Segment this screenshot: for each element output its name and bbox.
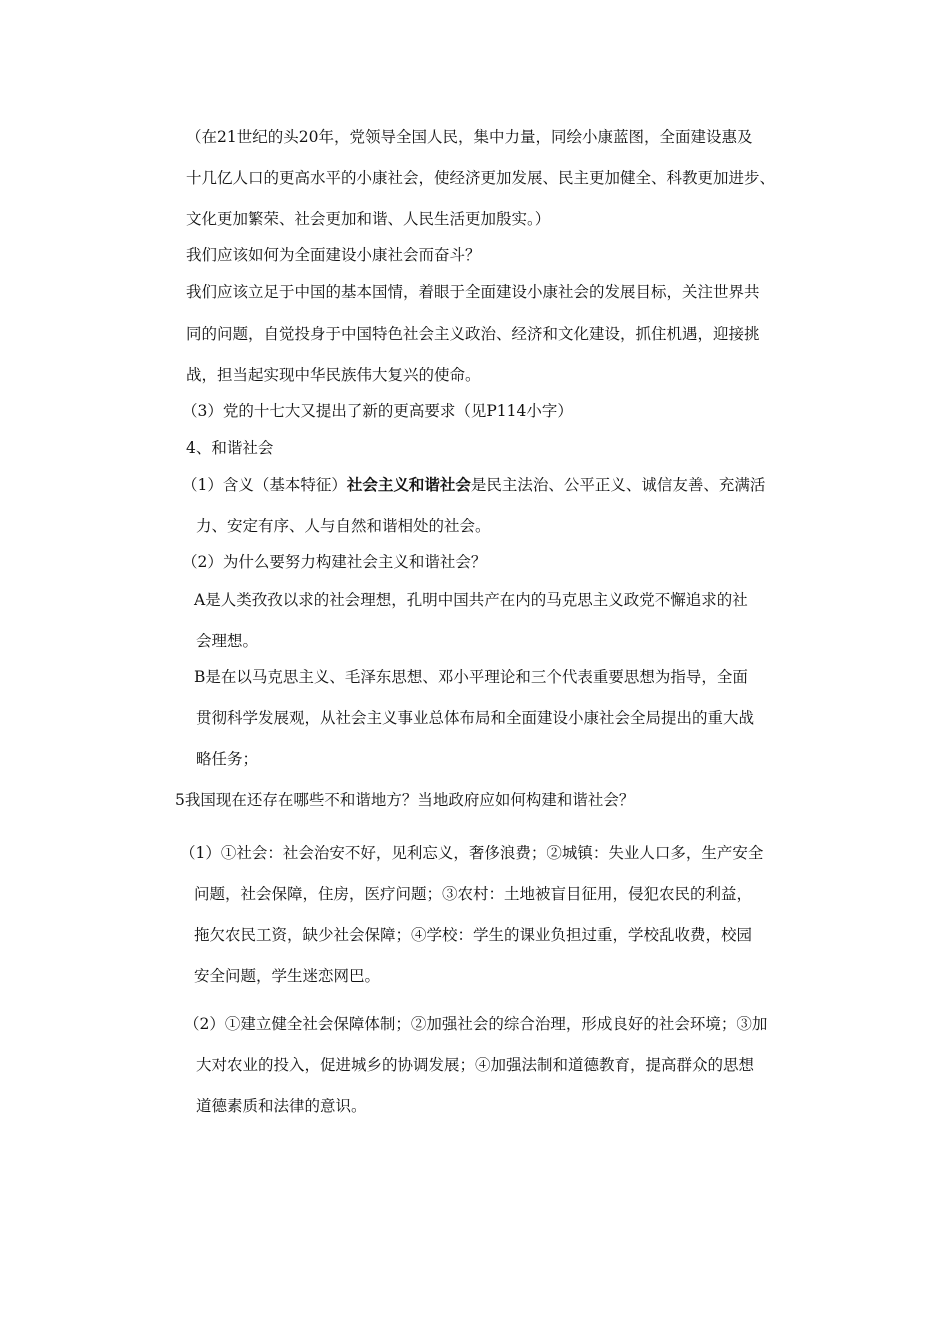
paragraph-line: 文化更加繁荣、社会更加和谐、人民生活更加殷实。） <box>186 210 551 228</box>
definition-text: 是民主法治、公平正义、诚信友善、充满活 <box>470 476 766 494</box>
paragraph-line: 会理想。 <box>196 632 259 650</box>
list-item: （1）①社会：社会治安不好，见利忘义，奢侈浪费；②城镇：失业人口多，生产安全 <box>180 844 764 862</box>
definition-line <box>182 475 765 495</box>
paragraph-line: 安全问题，学生迷恋网巴。 <box>194 967 381 985</box>
list-item: （2）为什么要努力构建社会主义和谐社会？ <box>182 553 487 571</box>
paragraph-line: 战，担当起实现中华民族伟大复兴的使命。 <box>186 366 481 384</box>
section-heading: 5我国现在还存在哪些不和谐地方？当地政府应如何构建和谐社会？ <box>175 791 635 809</box>
paragraph-line: 贯彻科学发展观，从社会主义事业总体布局和全面建设小康社会全局提出的重大战 <box>196 709 755 727</box>
paragraph-line: 拖欠农民工资，缺少社会保障；④学校：学生的课业负担过重，学校乱收费，校园 <box>194 926 753 944</box>
paragraph-line: 力、安定有序、人与自然和谐相处的社会。 <box>196 517 491 535</box>
paragraph-line: 问题，社会保障，住房，医疗问题；③农村：土地被盲目征用，侵犯农民的利益， <box>194 885 753 903</box>
section-heading: 4、和谐社会 <box>186 439 274 457</box>
paragraph-line: B是在以马克思主义、毛泽东思想、邓小平理论和三个代表重要思想为指导，全面 <box>194 668 748 686</box>
paragraph-line: 大对农业的投入，促进城乡的协调发展；④加强法制和道德教育，提高群众的思想 <box>196 1056 755 1074</box>
question-heading: 我们应该如何为全面建设小康社会而奋斗？ <box>186 246 481 264</box>
definition-term: 社会主义和谐社会 <box>346 475 471 494</box>
paragraph-line: 十几亿人口的更高水平的小康社会，使经济更加发展、民主更加健全、科教更加进步、 <box>186 169 776 187</box>
list-item: （2）①建立健全社会保障体制；②加强社会的综合治理，形成良好的社会环境；③加 <box>184 1015 768 1033</box>
paragraph-line: 我们应该立足于中国的基本国情，着眼于全面建设小康社会的发展目标，关注世界共 <box>186 283 760 301</box>
paragraph-line: 略任务； <box>196 750 259 768</box>
list-item: （3）党的十七大又提出了新的更高要求（见P114小字） <box>182 402 573 420</box>
paragraph-line: （在21世纪的头20年，党领导全国人民，集中力量，同绘小康蓝图，全面建设惠及 <box>186 128 753 146</box>
paragraph-line: 同的问题，自觉投身于中国特色社会主义政治、经济和文化建设，抓住机遇，迎接挑 <box>186 325 760 343</box>
paragraph-line: A是人类孜孜以求的社会理想，孔明中国共产在内的马克思主义政党不懈追求的社 <box>194 591 748 609</box>
definition-prefix: （1）含义（基本特征） <box>182 476 347 494</box>
paragraph-line: 道德素质和法律的意识。 <box>196 1097 367 1115</box>
